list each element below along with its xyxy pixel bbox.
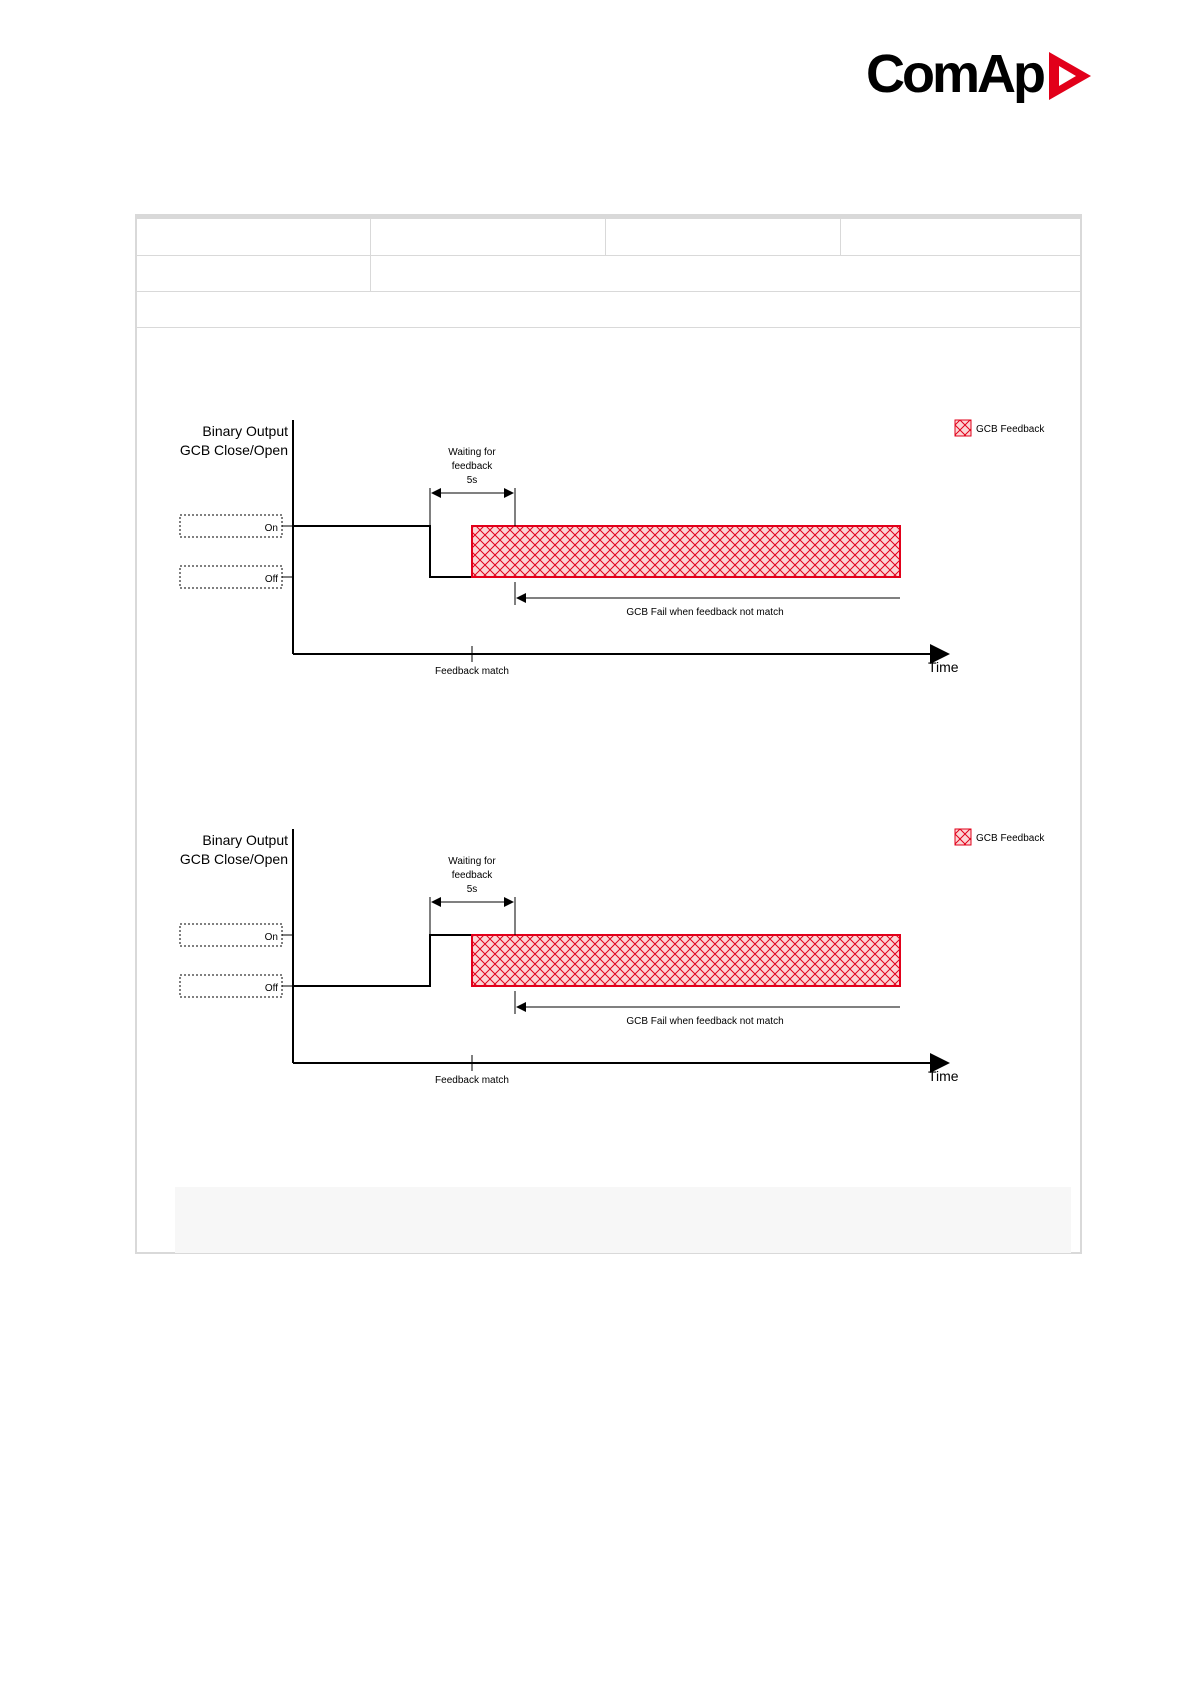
waiting-label-line1: Waiting for <box>448 447 496 458</box>
fail-label: GCB Fail when feedback not match <box>626 1016 784 1027</box>
table-cell <box>371 219 606 255</box>
comap-logo <box>866 44 1093 104</box>
table-row <box>137 255 1080 292</box>
legend-swatch <box>955 420 971 436</box>
waiting-label-line3: 5s <box>466 884 478 895</box>
y-axis-label-line2: GCB Close/Open <box>179 851 288 867</box>
on-state-label: On <box>264 523 278 534</box>
gcb-feedback-area <box>472 526 900 577</box>
logo-arrow-icon <box>1045 50 1093 102</box>
x-axis-label: Time <box>928 1068 959 1084</box>
fail-label: GCB Fail when feedback not match <box>626 607 784 618</box>
y-axis-label-line2: GCB Close/Open <box>179 442 288 458</box>
legend-label: GCB Feedback <box>976 833 1045 844</box>
table-cell <box>137 219 371 255</box>
table-cell <box>137 255 371 291</box>
note-box <box>175 1187 1071 1253</box>
waiting-label-line3: 5s <box>466 475 478 486</box>
off-state-label: Off <box>264 574 278 585</box>
output-signal <box>293 935 472 986</box>
timing-diagram-2 <box>170 819 1070 1109</box>
table-header-row <box>137 219 1080 256</box>
waiting-label-line2: feedback <box>451 870 493 881</box>
table-row <box>137 291 1080 328</box>
feedback-match-label: Feedback match <box>435 666 509 677</box>
y-axis-label-line1: Binary Output <box>202 832 288 848</box>
feedback-match-label: Feedback match <box>435 1075 509 1086</box>
timing-diagram-1 <box>170 410 1070 700</box>
on-state-label: On <box>264 932 278 943</box>
table-cell <box>606 219 841 255</box>
waiting-label-line2: feedback <box>451 461 493 472</box>
waiting-label-line1: Waiting for <box>448 856 496 867</box>
y-axis-label-line1: Binary Output <box>202 423 288 439</box>
logo-text: ComAp <box>866 44 1043 104</box>
gcb-feedback-area <box>472 935 900 986</box>
off-state-label: Off <box>264 983 278 994</box>
legend-swatch <box>955 829 971 845</box>
legend-label: GCB Feedback <box>976 424 1045 435</box>
output-signal <box>293 526 472 577</box>
x-axis-label: Time <box>928 659 959 675</box>
